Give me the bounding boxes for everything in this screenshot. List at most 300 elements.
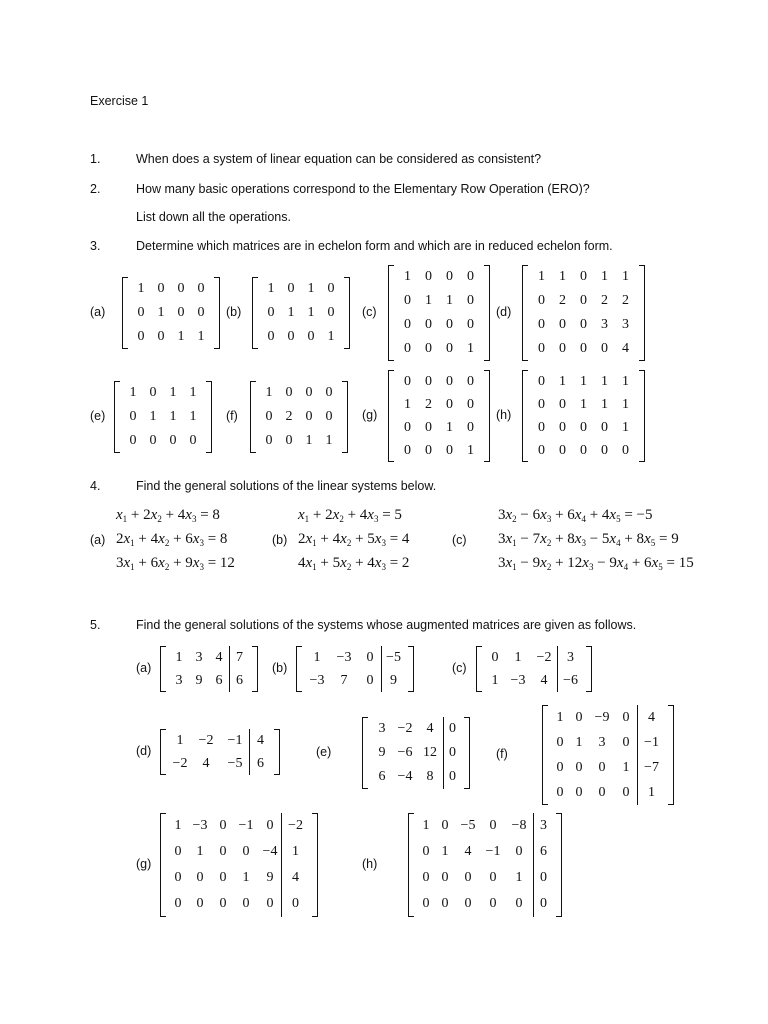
matrix-entry: 0	[404, 293, 411, 308]
matrix-entry: 2	[622, 293, 629, 308]
matrix-entry: 0	[598, 784, 606, 800]
right-bracket	[639, 265, 645, 361]
q4-label-2: (c)	[452, 533, 467, 547]
q5-matrix-6	[160, 813, 318, 917]
matrix-entry: 0	[196, 870, 204, 885]
matrix-entry: 1	[281, 839, 309, 865]
matrix-entry: 0	[137, 329, 145, 344]
right-bracket	[274, 729, 280, 775]
right-bracket	[484, 370, 490, 462]
q4-label-0: (a)	[90, 533, 106, 547]
matrix-entry: 0	[219, 844, 227, 859]
matrix-entry: 1	[265, 385, 273, 400]
matrix-entry: 1	[325, 433, 333, 448]
matrix-entry: 0	[446, 269, 453, 284]
matrix-entry: 1	[559, 269, 566, 284]
q5-label-0: (a)	[136, 661, 152, 675]
matrix-entry: 0	[598, 759, 606, 775]
matrix-entry: 1	[287, 305, 295, 320]
matrix-entry: 1	[622, 269, 629, 284]
matrix-entry: 1	[174, 818, 182, 833]
matrix-entry: 0	[404, 373, 411, 389]
q5-matrix-0	[160, 646, 258, 692]
matrix-entry: −1	[637, 730, 665, 755]
q3-text: Determine which matrices are in echelon form and which are in reduced echelon form.	[136, 239, 613, 253]
matrix-entry: −6	[557, 669, 583, 692]
matrix-entry: 0	[446, 373, 453, 389]
matrix-entry: −5	[460, 818, 476, 833]
matrix-entry: 6	[249, 752, 271, 775]
matrix-entry: 0	[601, 341, 608, 356]
matrix-entry: 0	[559, 341, 566, 356]
matrix-entry: 0	[559, 317, 566, 332]
matrix-entry: 6	[378, 769, 386, 784]
matrix-entry: 0	[467, 317, 474, 332]
right-bracket	[408, 646, 414, 692]
matrix-entry: 1	[580, 396, 587, 412]
matrix-entry: 0	[404, 341, 411, 356]
q3-matrix-2	[388, 265, 490, 361]
matrix-entry: 0	[174, 870, 182, 885]
matrix-entry: 0	[489, 870, 497, 885]
matrix-entry: 0	[443, 765, 461, 789]
right-bracket	[484, 265, 490, 361]
matrix-entry: 1	[556, 709, 564, 725]
matrix-entry: 0	[464, 896, 472, 911]
matrix-entry: 0	[149, 433, 157, 448]
matrix-entry: 0	[515, 844, 523, 859]
matrix-entry: −4	[262, 844, 278, 859]
matrix-entry: 0	[467, 373, 474, 389]
matrix-entry: 3	[622, 317, 629, 332]
right-bracket	[668, 705, 674, 805]
matrix-entry: 0	[446, 341, 453, 356]
matrix-entry: 0	[425, 373, 432, 389]
matrix-entry: 0	[196, 896, 204, 911]
matrix-entry: 1	[601, 396, 608, 412]
q4-equation: $2x_1 + 4x_2 + 6x_3 = 8$	[116, 531, 228, 548]
matrix-entry: 1	[425, 293, 432, 308]
matrix-entry: 1	[404, 396, 411, 412]
matrix-entry: 8	[426, 769, 434, 784]
matrix-entry: 0	[265, 409, 273, 424]
matrix-entry: 0	[266, 896, 274, 911]
q5-label-4: (e)	[316, 745, 332, 759]
q5-label-6: (g)	[136, 857, 152, 871]
matrix-entry: 3	[195, 649, 203, 665]
matrix-entry: 0	[515, 896, 523, 911]
matrix-entry: −7	[637, 755, 665, 780]
matrix-entry: 1	[559, 373, 566, 389]
matrix-entry: 0	[129, 409, 137, 424]
matrix-entry: 2	[559, 293, 566, 308]
matrix-entry: 1	[601, 373, 608, 389]
matrix-entry: 0	[559, 396, 566, 412]
matrix-entry: −4	[397, 769, 413, 784]
matrix-entry: 9	[381, 669, 405, 692]
matrix-entry: 1	[622, 419, 629, 435]
matrix-entry: 2	[601, 293, 608, 308]
matrix-entry: 1	[307, 281, 315, 296]
matrix-entry: 0	[580, 269, 587, 284]
right-bracket	[252, 646, 258, 692]
matrix-entry: 1	[189, 409, 197, 424]
matrix-entry: 1	[267, 281, 275, 296]
matrix-entry: 4	[622, 341, 629, 356]
q5-label-2: (c)	[452, 661, 467, 675]
right-bracket	[344, 277, 350, 349]
matrix-entry: 0	[425, 269, 432, 284]
matrix-entry: 0	[219, 818, 227, 833]
matrix-entry: −3	[510, 672, 526, 688]
q4-equation: $3x_1 - 7x_2 + 8x_3 - 5x_4 + 8x_5 = 9$	[498, 531, 679, 548]
q4-equation: $3x_1 + 6x_2 + 9x_3 = 12$	[116, 555, 235, 572]
matrix-entry: 1	[637, 780, 665, 805]
matrix-entry: 1	[129, 385, 137, 400]
matrix-entry: 1	[197, 329, 205, 344]
matrix-entry: 4	[464, 844, 472, 859]
matrix-entry: 0	[189, 433, 197, 448]
matrix-entry: 0	[538, 293, 545, 308]
matrix-entry: −2	[536, 649, 552, 665]
matrix-entry: 9	[266, 870, 274, 885]
right-bracket	[342, 381, 348, 453]
matrix-entry: 0	[287, 281, 295, 296]
matrix-entry: 0	[305, 409, 313, 424]
matrix-entry: 0	[404, 317, 411, 332]
matrix-entry: 0	[559, 442, 566, 458]
matrix-entry: 0	[467, 293, 474, 308]
q5-text: Find the general solutions of the systems whose augmented matrices are given as follows.	[136, 618, 637, 632]
q3-matrix-3	[522, 265, 645, 361]
matrix-entry: 0	[325, 409, 333, 424]
matrix-entry: −2	[397, 721, 413, 736]
matrix-entry: 0	[285, 433, 293, 448]
matrix-entry: 1	[622, 759, 630, 775]
matrix-entry: 0	[538, 419, 545, 435]
matrix-entry: 12	[423, 745, 437, 760]
matrix-entry: 9	[195, 672, 203, 688]
matrix-entry: 0	[425, 442, 432, 458]
matrix-entry: 1	[137, 281, 145, 296]
matrix-entry: −1	[485, 844, 501, 859]
matrix-entry: 3	[175, 672, 183, 688]
matrix-entry: 1	[622, 373, 629, 389]
q5-matrix-5	[542, 705, 674, 805]
q4-equation: $x_1 + 2x_2 + 4x_3 = 8$	[116, 507, 220, 524]
q3-matrix-0	[122, 277, 220, 349]
matrix-entry: 1	[404, 269, 411, 284]
q5-matrix-7	[408, 813, 562, 917]
matrix-entry: 0	[267, 305, 275, 320]
matrix-entry: 0	[287, 329, 295, 344]
matrix-entry: 0	[580, 317, 587, 332]
matrix-entry: 1	[307, 305, 315, 320]
matrix-entry: 1	[422, 818, 430, 833]
matrix-entry: 3	[598, 734, 606, 750]
matrix-entry: 1	[169, 409, 177, 424]
matrix-entry: 0	[441, 896, 449, 911]
matrix-entry: 0	[174, 844, 182, 859]
matrix-entry: 0	[422, 844, 430, 859]
matrix-entry: 3	[557, 646, 583, 669]
matrix-entry: 0	[169, 433, 177, 448]
q2-text-continued: List down all the operations.	[136, 210, 291, 224]
q5-matrix-3	[160, 729, 280, 775]
matrix-entry: 0	[446, 396, 453, 412]
matrix-entry: 1	[446, 419, 453, 435]
matrix-entry: 2	[425, 396, 432, 412]
matrix-entry: 6	[229, 669, 249, 692]
q5-label-1: (b)	[272, 661, 288, 675]
matrix-entry: 0	[538, 442, 545, 458]
matrix-entry: 0	[580, 442, 587, 458]
matrix-entry: 0	[446, 317, 453, 332]
page-title: Exercise 1	[90, 94, 149, 108]
matrix-entry: 9	[378, 745, 386, 760]
matrix-entry: 0	[177, 281, 185, 296]
matrix-entry: 0	[441, 818, 449, 833]
matrix-entry: 0	[307, 329, 315, 344]
matrix-entry: 0	[404, 442, 411, 458]
q5-label-7: (h)	[362, 857, 378, 871]
matrix-entry: 0	[601, 419, 608, 435]
q3-label-4: (e)	[90, 409, 106, 423]
matrix-entry: 6	[533, 839, 553, 865]
matrix-entry: 1	[176, 732, 184, 748]
matrix-entry: 0	[575, 709, 583, 725]
matrix-entry: 4	[202, 755, 210, 771]
q4-text: Find the general solutions of the linear systems below.	[136, 479, 437, 493]
q4-equation: $2x_1 + 4x_2 + 5x_3 = 4$	[298, 531, 410, 548]
right-bracket	[206, 381, 212, 453]
matrix-entry: −9	[594, 709, 610, 725]
matrix-entry: 0	[489, 818, 497, 833]
matrix-entry: 1	[601, 269, 608, 284]
right-bracket	[312, 813, 318, 917]
matrix-entry: 0	[366, 672, 374, 688]
matrix-entry: 0	[197, 305, 205, 320]
matrix-entry: −2	[198, 732, 214, 748]
matrix-entry: 0	[265, 433, 273, 448]
matrix-entry: 0	[556, 759, 564, 775]
matrix-entry: −1	[238, 818, 254, 833]
matrix-entry: 1	[327, 329, 335, 344]
matrix-entry: 1	[441, 844, 449, 859]
matrix-entry: 1	[189, 385, 197, 400]
q3-label-0: (a)	[90, 305, 106, 319]
matrix-entry: 1	[313, 649, 321, 665]
q5-matrix-2	[476, 646, 592, 692]
matrix-entry: 0	[425, 341, 432, 356]
matrix-entry: 0	[556, 734, 564, 750]
matrix-entry: 0	[533, 891, 553, 917]
matrix-entry: 0	[580, 293, 587, 308]
matrix-entry: 4	[426, 721, 434, 736]
matrix-entry: 0	[443, 741, 461, 765]
q5-matrix-4	[362, 717, 470, 789]
matrix-entry: 1	[149, 409, 157, 424]
matrix-entry: 0	[441, 870, 449, 885]
matrix-entry: 1	[580, 373, 587, 389]
matrix-entry: 3	[601, 317, 608, 332]
matrix-entry: 0	[464, 870, 472, 885]
matrix-entry: 0	[601, 442, 608, 458]
q3-number: 3.	[90, 239, 101, 253]
matrix-entry: 4	[215, 649, 223, 665]
matrix-entry: 0	[533, 865, 553, 891]
matrix-entry: 0	[622, 734, 630, 750]
matrix-entry: 0	[157, 329, 165, 344]
matrix-entry: 1	[538, 269, 545, 284]
q3-matrix-4	[114, 381, 212, 453]
q4-equation: $4x_1 + 5x_2 + 4x_3 = 2$	[298, 555, 410, 572]
matrix-entry: 0	[538, 396, 545, 412]
q3-matrix-6	[388, 370, 490, 462]
q4-label-1: (b)	[272, 533, 288, 547]
matrix-entry: 6	[215, 672, 223, 688]
matrix-entry: 0	[149, 385, 157, 400]
q2-text: How many basic operations correspond to the Elementary Row Operation (ERO)?	[136, 182, 590, 196]
matrix-entry: 0	[467, 269, 474, 284]
matrix-entry: 7	[229, 646, 249, 669]
matrix-entry: −5	[381, 646, 405, 669]
matrix-entry: 0	[305, 385, 313, 400]
matrix-entry: 3	[378, 721, 386, 736]
matrix-entry: 0	[267, 329, 275, 344]
matrix-entry: 1	[305, 433, 313, 448]
matrix-entry: 0	[575, 759, 583, 775]
matrix-entry: 1	[242, 870, 250, 885]
matrix-entry: 1	[575, 734, 583, 750]
matrix-entry: 1	[491, 672, 499, 688]
q3-label-5: (f)	[226, 409, 238, 423]
matrix-entry: 0	[425, 419, 432, 435]
q4-equation: $3x_2 - 6x_3 + 6x_4 + 4x_5 = -5$	[498, 507, 653, 524]
q5-matrix-1	[296, 646, 414, 692]
q3-matrix-1	[252, 277, 350, 349]
right-bracket	[464, 717, 470, 789]
q5-label-3: (d)	[136, 744, 152, 758]
matrix-entry: 0	[575, 784, 583, 800]
matrix-entry: 1	[157, 305, 165, 320]
matrix-entry: 0	[538, 341, 545, 356]
matrix-entry: 0	[538, 373, 545, 389]
matrix-entry: 0	[538, 317, 545, 332]
matrix-entry: 7	[340, 672, 348, 688]
matrix-entry: 4	[540, 672, 548, 688]
matrix-entry: 0	[422, 896, 430, 911]
matrix-entry: 0	[467, 419, 474, 435]
q4-number: 4.	[90, 479, 101, 493]
matrix-entry: −5	[227, 755, 243, 771]
matrix-entry: 1	[175, 649, 183, 665]
matrix-entry: 1	[169, 385, 177, 400]
q3-label-1: (b)	[226, 305, 242, 319]
matrix-entry: 2	[285, 409, 293, 424]
matrix-entry: 0	[580, 419, 587, 435]
matrix-entry: 0	[556, 784, 564, 800]
matrix-entry: 0	[622, 784, 630, 800]
q3-label-3: (d)	[496, 305, 512, 319]
q3-matrix-5	[250, 381, 348, 453]
right-bracket	[214, 277, 220, 349]
matrix-entry: 0	[219, 870, 227, 885]
q3-label-2: (c)	[362, 305, 377, 319]
matrix-entry: −3	[336, 649, 352, 665]
matrix-entry: 0	[425, 317, 432, 332]
matrix-entry: 1	[467, 341, 474, 356]
matrix-entry: 0	[446, 442, 453, 458]
matrix-entry: 0	[327, 305, 335, 320]
right-bracket	[586, 646, 592, 692]
matrix-entry: 4	[637, 705, 665, 730]
matrix-entry: 1	[196, 844, 204, 859]
q2-number: 2.	[90, 182, 101, 196]
matrix-entry: 0	[177, 305, 185, 320]
matrix-entry: 0	[404, 419, 411, 435]
matrix-entry: 4	[249, 729, 271, 752]
matrix-entry: 0	[622, 442, 629, 458]
matrix-entry: 0	[137, 305, 145, 320]
q3-label-6: (g)	[362, 408, 378, 422]
q5-label-5: (f)	[496, 747, 508, 761]
matrix-entry: 0	[285, 385, 293, 400]
matrix-entry: 1	[622, 396, 629, 412]
matrix-entry: 3	[533, 813, 553, 839]
matrix-entry: 0	[197, 281, 205, 296]
matrix-entry: 1	[177, 329, 185, 344]
matrix-entry: 1	[467, 442, 474, 458]
matrix-entry: 0	[559, 419, 566, 435]
matrix-entry: 0	[491, 649, 499, 665]
matrix-entry: 0	[129, 433, 137, 448]
matrix-entry: 1	[446, 293, 453, 308]
matrix-entry: 4	[281, 865, 309, 891]
q1-text: When does a system of linear equation can be considered as consistent?	[136, 152, 542, 166]
right-bracket	[556, 813, 562, 917]
matrix-entry: 0	[242, 844, 250, 859]
matrix-entry: 0	[281, 891, 309, 917]
matrix-entry: 0	[325, 385, 333, 400]
matrix-entry: 0	[266, 818, 274, 833]
right-bracket	[639, 370, 645, 462]
matrix-entry: −2	[172, 755, 188, 771]
matrix-entry: 0	[219, 896, 227, 911]
matrix-entry: 0	[580, 341, 587, 356]
q1-number: 1.	[90, 152, 101, 166]
matrix-entry: 1	[514, 649, 522, 665]
matrix-entry: 0	[443, 717, 461, 741]
matrix-entry: −6	[397, 745, 413, 760]
matrix-entry: 0	[242, 896, 250, 911]
matrix-entry: 0	[366, 649, 374, 665]
matrix-entry: 0	[622, 709, 630, 725]
matrix-entry: −1	[227, 732, 243, 748]
q3-matrix-7	[522, 370, 645, 462]
matrix-entry: 0	[489, 896, 497, 911]
q4-equation: $3x_1 - 9x_2 + 12x_3 - 9x_4 + 6x_5 = 15$	[498, 555, 694, 572]
matrix-entry: −3	[192, 818, 208, 833]
q3-label-7: (h)	[496, 408, 512, 422]
matrix-entry: −8	[511, 818, 527, 833]
matrix-entry: −2	[281, 813, 309, 839]
matrix-entry: 1	[515, 870, 523, 885]
q5-number: 5.	[90, 618, 101, 632]
matrix-entry: 0	[327, 281, 335, 296]
matrix-entry: 0	[467, 396, 474, 412]
matrix-entry: 0	[422, 870, 430, 885]
